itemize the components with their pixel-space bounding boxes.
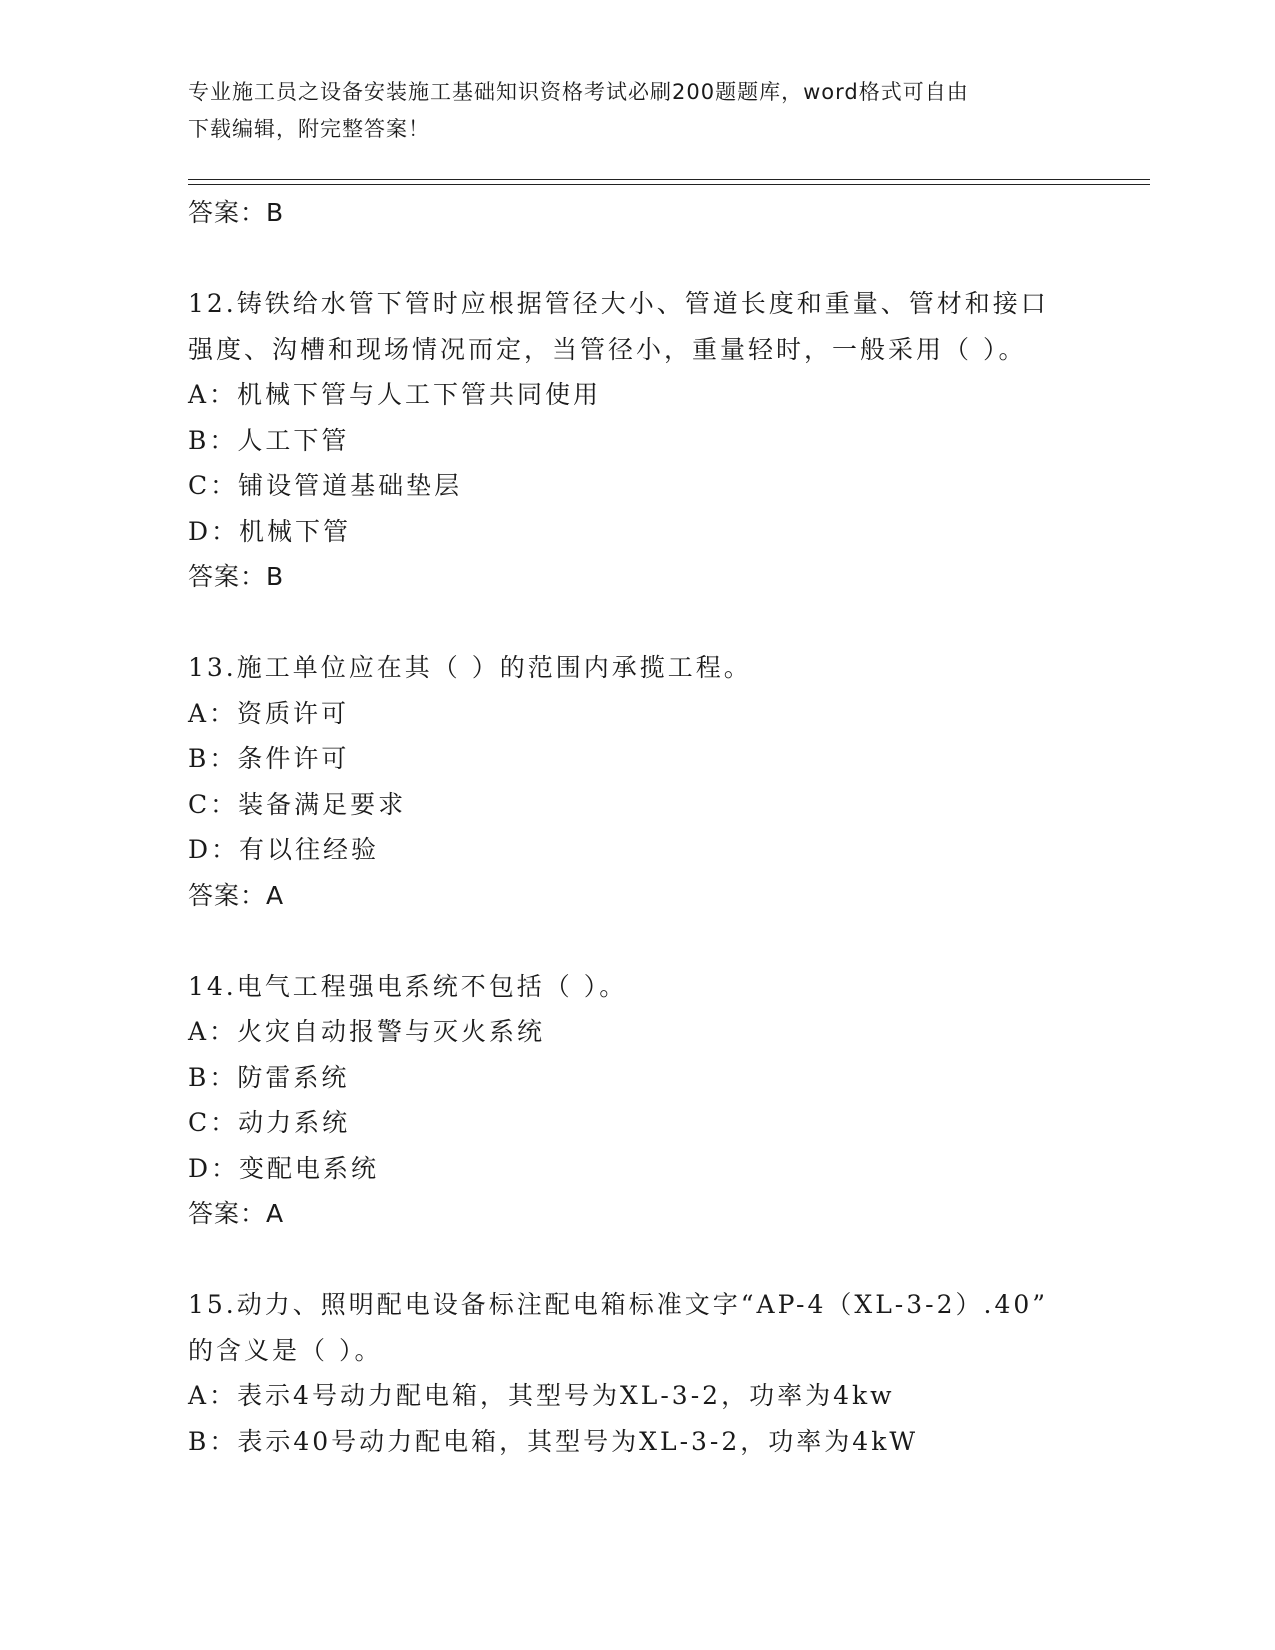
option-b: B：防雷系统 bbox=[188, 1062, 350, 1092]
option-d: D：变配电系统 bbox=[188, 1153, 380, 1183]
option-b: B：表示40号动力配电箱，其型号为XL-3-2，功率为4kW bbox=[188, 1426, 919, 1456]
option-b: B：条件许可 bbox=[188, 744, 350, 773]
option-a: A：表示4号动力配电箱，其型号为XL-3-2，功率为4kw bbox=[188, 1381, 895, 1410]
answer-label: 答案：B bbox=[188, 562, 285, 591]
option-a: A：资质许可 bbox=[188, 698, 350, 728]
question-stem: 15.动力、照明配电设备标注配电箱标准文字“AP-4（XL-3-2）.40” bbox=[188, 1290, 1049, 1319]
answer-label: 答案：A bbox=[188, 880, 285, 910]
question-stem: 13.施工单位应在其（ ）的范围内承揽工程。 bbox=[188, 653, 752, 682]
answer-label: 答案：A bbox=[188, 1199, 285, 1228]
header-divider-bottom bbox=[188, 184, 1150, 185]
header-divider-top bbox=[188, 179, 1150, 180]
option-c: C：铺设管道基础垫层 bbox=[188, 471, 463, 500]
question-stem: 强度、沟槽和现场情况而定，当管径小，重量轻时，一般采用（ ）。 bbox=[188, 334, 1027, 364]
question-15 bbox=[188, 1282, 1128, 1464]
option-d: D：机械下管 bbox=[188, 516, 352, 546]
question-stem: 12.铸铁给水管下管时应根据管径大小、管道长度和重量、管材和接口 bbox=[188, 289, 1049, 318]
header-title-line-1: 专业施工员之设备安装施工基础知识资格考试必刷200题题库，word格式可自由 bbox=[188, 80, 969, 104]
spacer bbox=[188, 1237, 1128, 1283]
option-d: D：有以往经验 bbox=[188, 835, 380, 864]
question-14 bbox=[188, 964, 1128, 1237]
question-stem: 14.电气工程强电系统不包括（ ）。 bbox=[188, 971, 628, 1001]
question-list bbox=[188, 190, 1128, 1464]
document-header bbox=[188, 74, 1088, 148]
spacer bbox=[188, 600, 1128, 646]
option-b: B：人工下管 bbox=[188, 425, 350, 455]
option-a: A：火灾自动报警与灭火系统 bbox=[188, 1017, 546, 1046]
option-a: A：机械下管与人工下管共同使用 bbox=[188, 380, 602, 409]
option-c: C：动力系统 bbox=[188, 1108, 351, 1137]
option-c: C：装备满足要求 bbox=[188, 789, 407, 819]
header-title-line-2: 下载编辑，附完整答案！ bbox=[188, 117, 430, 141]
answer-label: 答案：B bbox=[188, 198, 285, 227]
question-12 bbox=[188, 281, 1128, 600]
question-13 bbox=[188, 645, 1128, 918]
question-stem: 的含义是（ ）。 bbox=[188, 1335, 383, 1365]
spacer bbox=[188, 918, 1128, 964]
spacer bbox=[188, 236, 1128, 282]
